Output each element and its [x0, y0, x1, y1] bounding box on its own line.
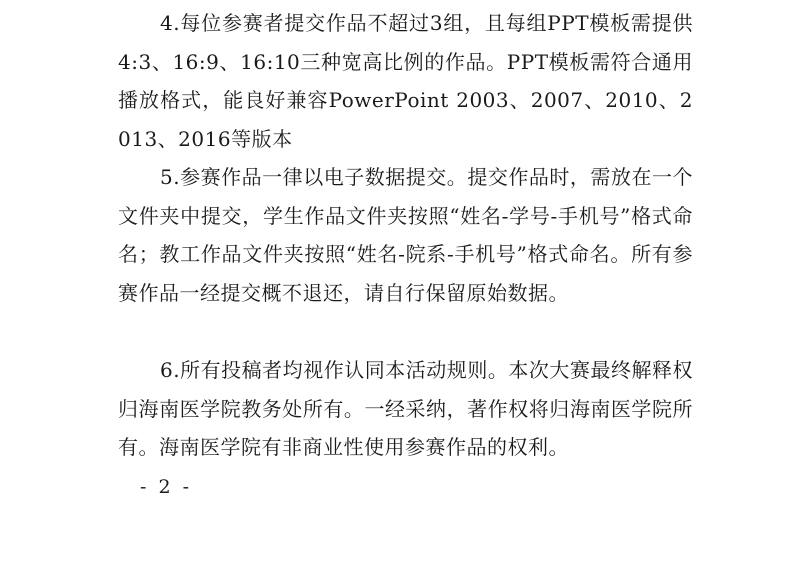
page-number: - 2 - [140, 476, 193, 498]
rule-paragraph-6-block [118, 351, 693, 467]
rule-paragraph-4: 4.每位参赛者提交作品不超过3组，且每组PPT模板需提供4:3、16:9、16:10三种宽高比例的作品。PPT模板需符合通用播放格式，能良好兼容PowerPoint 2003、2007、2010、2013、2016等版本 [118, 11, 693, 151]
rule-paragraph-4-block [118, 4, 693, 158]
rule-paragraph-5-block [118, 158, 693, 312]
rule-paragraph-6: 6.所有投稿者均视作认同本活动规则。本次大赛最终解释权归海南医学院教务处所有。一经采纳，著作权将归海南医学院所有。海南医学院有非商业性使用参赛作品的权利。 [118, 358, 693, 459]
rule-paragraph-5: 5.参赛作品一律以电子数据提交。提交作品时，需放在一个文件夹中提交，学生作品文件夹按照“姓名-学号-手机号”格式命名；教工作品文件夹按照“姓名-院系-手机号”格式命名。所有参赛作品一经提交概不退还，请自行保留原始数据。 [118, 165, 693, 305]
